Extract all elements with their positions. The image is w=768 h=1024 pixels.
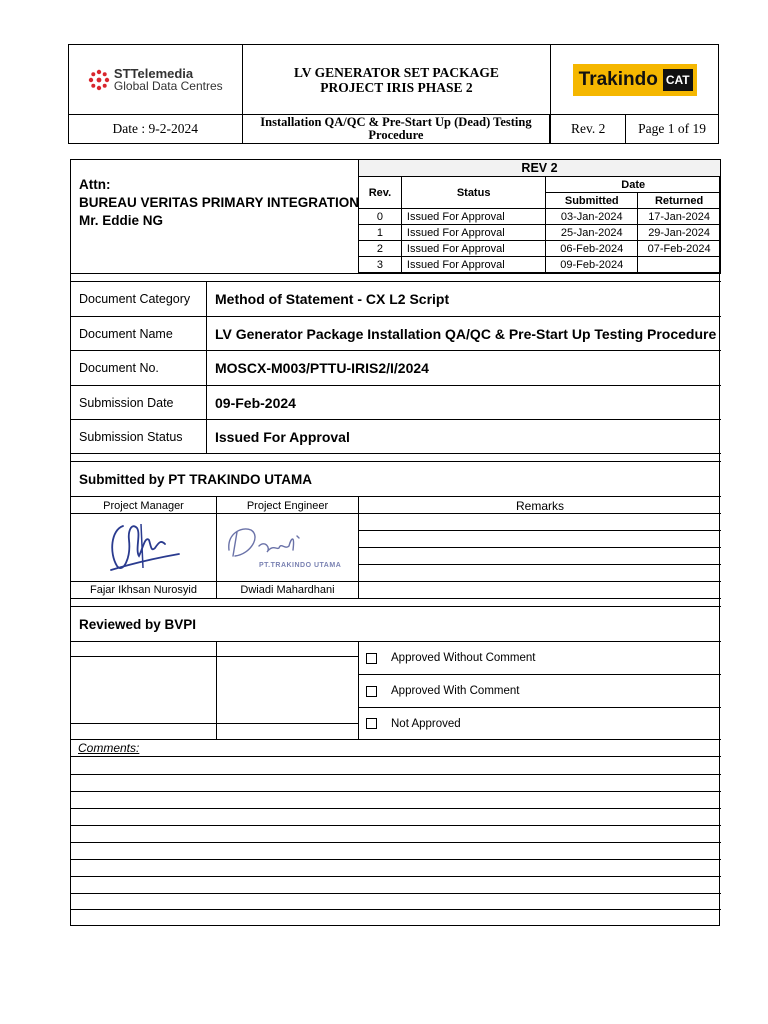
header-subtitle: Installation QA/QC & Pre-Start Up (Dead) Testing Procedure: [242, 115, 550, 144]
submission-status-value: Issued For Approval: [215, 429, 350, 445]
option-approved-without-comment[interactable]: [359, 642, 721, 674]
trakindo-logo-text: Trakindo: [578, 68, 658, 90]
doc-number-value: MOSCX-M003/PTTU-IRIS2/I/2024: [215, 360, 429, 376]
revision-row: 2 Issued For Approval 06-Feb-2024 07-Feb-2024: [359, 241, 721, 257]
cat-logo-badge: CAT: [663, 69, 693, 91]
attn-person: Mr. Eddie NG: [79, 213, 164, 228]
project-engineer-name: Dwiadi Mahardhani: [240, 584, 335, 596]
checkbox-icon[interactable]: [366, 686, 377, 697]
submitted-by-title: Submitted by PT TRAKINDO UTAMA: [79, 471, 312, 487]
submission-date-label: Submission Date: [79, 396, 174, 410]
doc-category-label: Document Category: [79, 292, 191, 306]
col-submitted: Submitted: [546, 193, 638, 209]
header-rev: Rev. 2: [551, 115, 626, 144]
doc-name-label: Document Name: [79, 327, 173, 341]
option-label: Approved With Comment: [391, 685, 520, 697]
doc-category-value: Method of Statement - CX L2 Script: [215, 291, 450, 307]
project-manager-name: Fajar Ikhsan Nurosyid: [90, 584, 197, 596]
project-engineer-role: Project Engineer: [246, 499, 329, 512]
revision-row: 3 Issued For Approval 09-Feb-2024: [359, 257, 721, 273]
document-header: [68, 44, 719, 144]
col-rev: Rev.: [359, 177, 402, 209]
st-telemedia-logo: [69, 45, 243, 115]
col-date: Date: [546, 177, 721, 193]
attn-label: Attn:: [79, 177, 111, 192]
option-label: Not Approved: [391, 717, 461, 730]
remarks-header: Remarks: [515, 498, 564, 513]
document-title: [242, 45, 551, 115]
header-page: Page 1 of 19: [626, 115, 719, 144]
st-telemedia-star-icon: [88, 69, 110, 91]
project-engineer-signature: [221, 520, 356, 578]
revision-row: 1 Issued For Approval 25-Jan-2024 29-Jan-2024: [359, 225, 721, 241]
checkbox-icon[interactable]: [366, 718, 377, 729]
col-returned: Returned: [638, 193, 721, 209]
option-label: Approved Without Comment: [391, 652, 536, 664]
submission-date-value: 09-Feb-2024: [215, 395, 296, 411]
option-approved-with-comment[interactable]: [359, 675, 721, 707]
project-manager-signature: [101, 518, 186, 578]
doc-name-value: LV Generator Package Installation QA/QC & Pre-Start Up Testing Procedure: [215, 326, 717, 342]
logo-left-line1: STTelemedia: [113, 65, 194, 81]
title-line1: LV GENERATOR SET PACKAGE: [293, 64, 499, 80]
revision-title: REV 2: [359, 160, 721, 177]
option-not-approved[interactable]: [359, 708, 721, 739]
title-line2: PROJECT IRIS PHASE 2: [320, 79, 473, 95]
approval-form: [70, 159, 720, 926]
checkbox-icon[interactable]: [366, 653, 377, 664]
attn-organization: BUREAU VERITAS PRIMARY INTEGRATION: [79, 195, 360, 210]
engineer-stamp-text: PT.TRAKINDO UTAMA: [259, 562, 342, 569]
header-date: Date : 9-2-2024: [69, 115, 243, 144]
submission-status-label: Submission Status: [79, 430, 183, 444]
reviewed-by-title: Reviewed by BVPI: [79, 616, 197, 632]
project-manager-role: Project Manager: [103, 499, 184, 512]
doc-number-label: Document No.: [79, 361, 159, 375]
trakindo-logo: [551, 45, 719, 115]
revision-table: [358, 159, 721, 273]
attn-block: [79, 176, 359, 230]
logo-left-line2: Global Data Centres: [113, 78, 223, 93]
col-status: Status: [401, 177, 545, 209]
comments-label: Comments:: [78, 741, 140, 755]
revision-row: 0 Issued For Approval 03-Jan-2024 17-Jan-2024: [359, 209, 721, 225]
